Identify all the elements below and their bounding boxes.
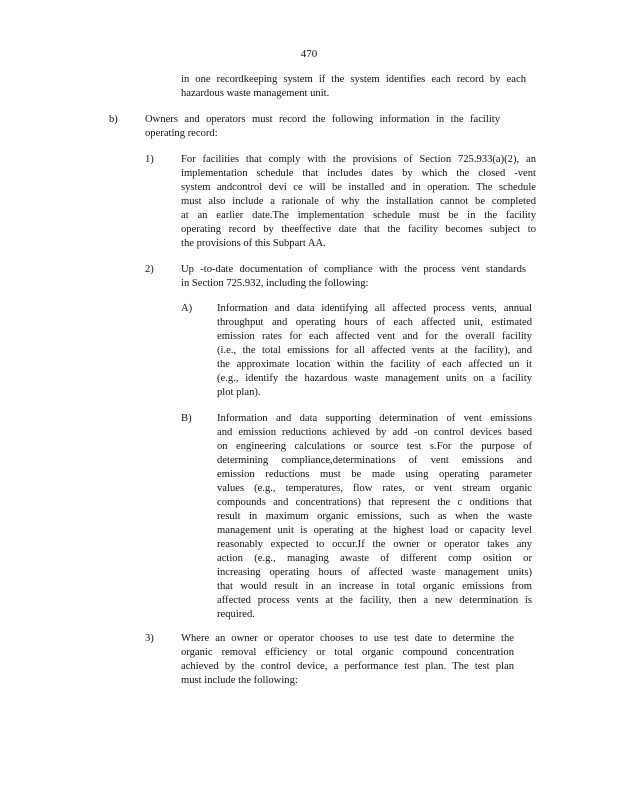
text-line: required.	[217, 609, 255, 620]
item-b-text	[145, 113, 500, 141]
item-b-label: b)	[109, 114, 118, 125]
text-line: values (e.g., temperatures, flow rates, or vent stream organic	[217, 483, 532, 494]
item-A-text	[217, 302, 532, 400]
text-line: management unit is operating at the highest load or capacity level	[217, 525, 532, 536]
text-line: (e.g., identify the hazardous waste management units on a facility	[217, 373, 532, 384]
text-line: Owners and operators must record the following information in the facility	[145, 114, 500, 125]
item-B-text	[217, 412, 532, 622]
text-line: in one recordkeeping system if the system identifies each record by each	[181, 74, 526, 85]
text-line: emission reductions must be made using operating parameter	[217, 469, 532, 480]
text-line: at an earlier date.The implementation schedule must be in the facility	[181, 210, 536, 221]
text-line: Information and data identifying all affected process vents, annual	[217, 303, 532, 314]
item-A-label: A)	[181, 303, 193, 314]
text-line: operating record:	[145, 128, 218, 139]
text-line: and emission reductions achieved by add -on control devices based	[217, 427, 532, 438]
text-line: determining compliance,determinations of vent emissions and	[217, 455, 532, 466]
text-line: Information and data supporting determination of vent emissions	[217, 413, 532, 424]
text-line: action (e.g., managing awaste of different comp osition or	[217, 553, 532, 564]
text-line: operating record by theeffective date that the facility becomes subject to	[181, 224, 536, 235]
item-3-text	[181, 632, 514, 688]
item-2-label: 2)	[145, 264, 154, 275]
carryover-paragraph	[181, 73, 526, 101]
text-line: system andcontrol devi ce will be installed and in operation. The schedule	[181, 182, 536, 193]
text-line: plot plan).	[217, 387, 261, 398]
text-line: For facilities that comply with the provisions of Section 725.933(a)(2), an	[181, 154, 536, 165]
text-line: compounds and concentrations) that represent the c onditions that	[217, 497, 532, 508]
text-line: achieved by the control device, a performance test plan. The test plan	[181, 661, 514, 672]
text-line: in Section 725.932, including the following:	[181, 278, 369, 289]
text-line: that would result in an increase in total organic emissions from	[217, 581, 532, 592]
item-2-text	[181, 263, 526, 291]
page-number: 470	[300, 48, 318, 60]
item-1-text	[181, 153, 536, 251]
text-line: emission rates for each affected vent and for the overall facility	[217, 331, 532, 342]
text-line: reasonably expected to occur.If the owner or operator takes any	[217, 539, 532, 550]
text-line: must include the following:	[181, 675, 298, 686]
text-line: result in maximum organic emissions, such as when the waste	[217, 511, 532, 522]
text-line: (i.e., the total emissions for all affected vents at the facility), and	[217, 345, 532, 356]
item-1-label: 1)	[145, 154, 154, 165]
text-line: on engineering calculations or source test s.For the purpose of	[217, 441, 532, 452]
text-line: affected process vents at the facility, then a new determination is	[217, 595, 532, 606]
text-line: Where an owner or operator chooses to use test date to determine the	[181, 633, 514, 644]
item-3-label: 3)	[145, 633, 154, 644]
text-line: Up -to-date documentation of compliance with the process vent standards	[181, 264, 526, 275]
text-line: increasing operating hours of affected waste management units)	[217, 567, 532, 578]
text-line: must also include a rationale of why the installation cannot be completed	[181, 196, 536, 207]
text-line: implementation schedule that includes dates by which the closed -vent	[181, 168, 536, 179]
text-line: throughput and operating hours of each affected unit, estimated	[217, 317, 532, 328]
text-line: the provisions of this Subpart AA.	[181, 238, 326, 249]
text-line: organic removal efficiency or total organic compound concentration	[181, 647, 514, 658]
text-line: the approximate location within the facility of each affected un it	[217, 359, 532, 370]
item-B-label: B)	[181, 413, 192, 424]
text-line: hazardous waste management unit.	[181, 88, 330, 99]
